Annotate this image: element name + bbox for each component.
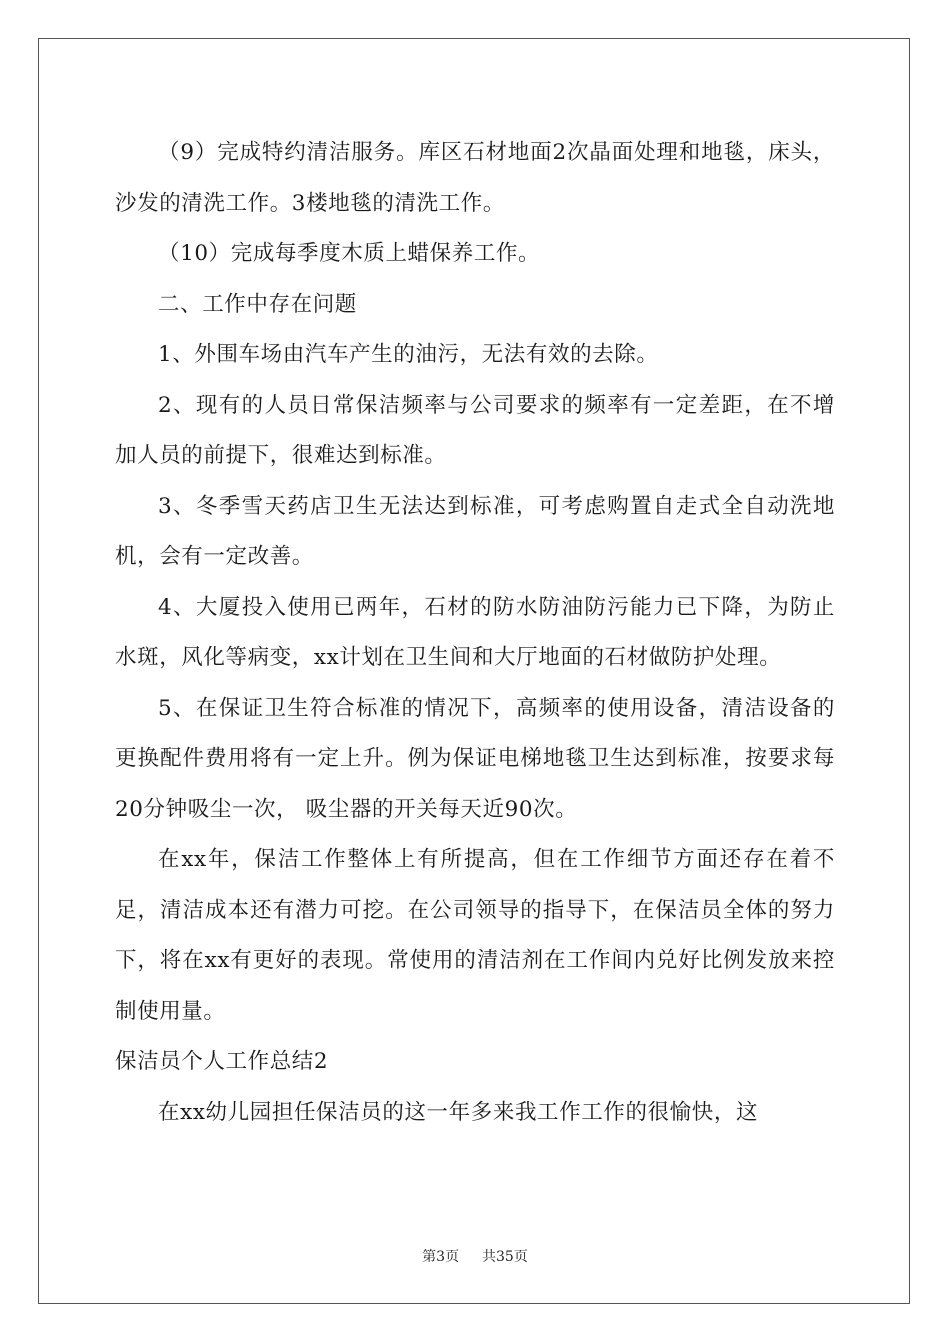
paragraph-item-10: （10）完成每季度木质上蜡保养工作。	[158, 241, 541, 266]
page-footer	[0, 1246, 950, 1266]
problem-item-3: 3、冬季雪天药店卫生无法达到标准，可考虑购置自走式全自动洗地机，会有一定改善。	[115, 493, 835, 569]
summary-paragraph: 在xx年，保洁工作整体上有所提高，但在工作细节方面还存在着不足，清洁成本还有潜力可挖。在公司领导的指导下，在保洁员全体的努力下，将在xx有更好的表现。常使用的清洁剂在工作间内兑好比例发放来控制使用量。	[115, 847, 835, 1024]
page-total: 共35页	[482, 1249, 528, 1265]
problem-item-4: 4、大厦投入使用已两年，石材的防水防油防污能力已下降，为防止水斑，风化等病变，xx计划在卫生间和大厅地面的石材做防护处理。	[115, 594, 835, 670]
page-number: 第3页	[422, 1249, 460, 1265]
problem-item-1: 1、外围车场由汽车产生的油污，无法有效的去除。	[158, 342, 659, 367]
problem-item-5: 5、在保证卫生符合标准的情况下，高频率的使用设备，清洁设备的更换配件费用将有一定上升。例为保证电梯地毯卫生达到标准，按要求每20分钟吸尘一次， 吸尘器的开关每天近90次。	[115, 695, 835, 822]
summary-2-opening-paragraph: 在xx幼儿园担任保洁员的这一年多来我工作工作的很愉快，这	[158, 1099, 759, 1125]
section-heading-problems: 二、工作中存在问题	[158, 291, 357, 317]
paragraph-item-9: （9）完成特约清洁服务。库区石材地面2次晶面处理和地毯，床头，沙发的清洗工作。3楼地毯的清洗工作。	[115, 140, 835, 216]
section-title-summary-2: 保洁员个人工作总结2	[115, 1049, 329, 1074]
document-body	[115, 128, 835, 1138]
problem-item-2: 2、现有的人员日常保洁频率与公司要求的频率有一定差距，在不增加人员的前提下，很难达到标准。	[115, 392, 835, 468]
